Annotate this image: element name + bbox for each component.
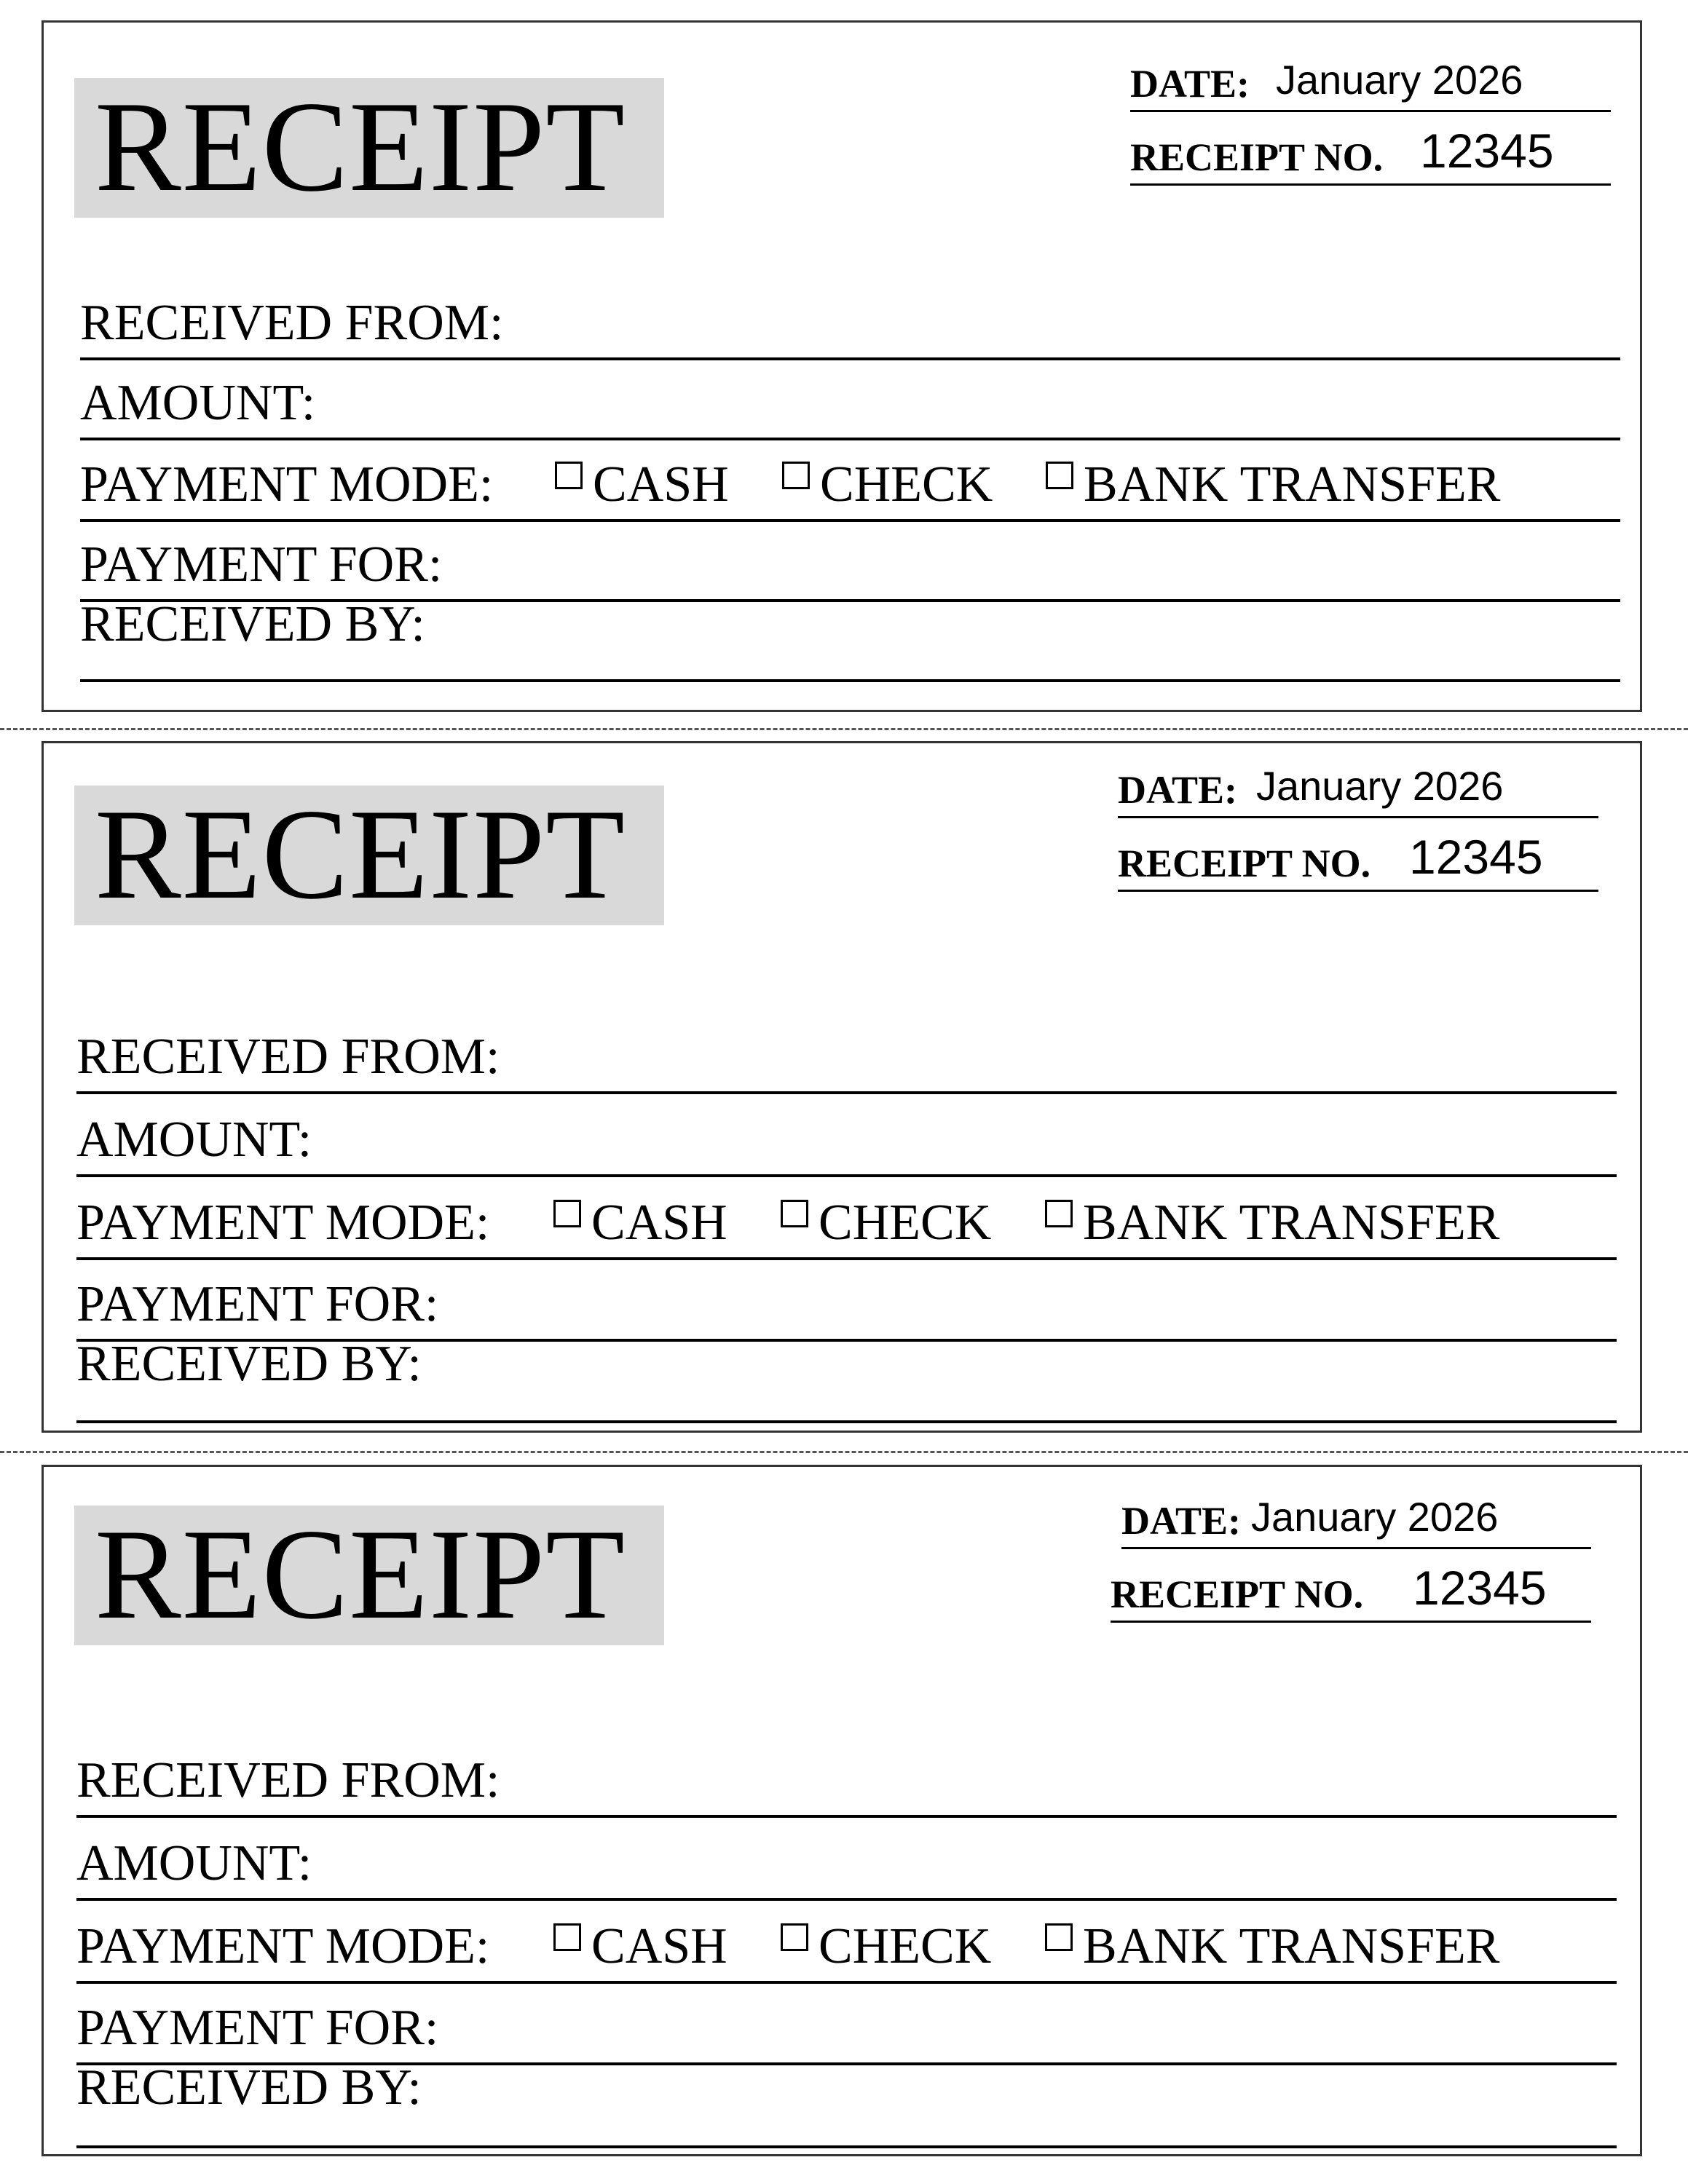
- payment-option-label: BANK TRANSFER: [1083, 1918, 1500, 1974]
- payment-option-cash[interactable]: [553, 1196, 727, 1250]
- receipt-title-box: [74, 1502, 664, 1646]
- checkbox-icon[interactable]: [781, 1923, 808, 1951]
- receipt-title: RECEIPT: [95, 782, 626, 926]
- receipt-number-field[interactable]: [1111, 1562, 1591, 1623]
- payment-option-label: BANK TRANSFER: [1083, 1195, 1500, 1251]
- received-from-field[interactable]: [76, 1733, 1617, 1818]
- receipt-number-field[interactable]: [1118, 831, 1598, 892]
- payment-mode-field: [80, 440, 1620, 522]
- receipt-title-box: [74, 74, 664, 218]
- receipt-card-1: [42, 20, 1642, 712]
- receipt-number-label: RECEIPT NO.: [1118, 842, 1371, 885]
- payment-for-label: PAYMENT FOR:: [80, 537, 443, 593]
- checkbox-icon[interactable]: [1046, 462, 1073, 489]
- payment-mode-label: PAYMENT MODE:: [76, 1195, 490, 1251]
- receipt-card-2: [42, 741, 1642, 1433]
- receipt-title: RECEIPT: [95, 74, 626, 218]
- amount-field[interactable]: [76, 1094, 1617, 1177]
- receipt-fields: [80, 277, 1620, 682]
- payment-option-label: BANK TRANSFER: [1084, 456, 1501, 513]
- checkbox-icon[interactable]: [553, 1200, 581, 1227]
- receipt-meta: [1111, 1489, 1591, 1623]
- date-value: January 2026: [1276, 57, 1523, 103]
- receipt-fields: [76, 1733, 1617, 2148]
- date-field[interactable]: [1121, 1489, 1591, 1549]
- cut-line: [0, 728, 1688, 730]
- received-from-label: RECEIVED FROM:: [76, 1029, 500, 1085]
- cut-line: [0, 1451, 1688, 1453]
- payment-option-check[interactable]: [782, 458, 993, 512]
- checkbox-icon[interactable]: [1045, 1200, 1073, 1227]
- date-label: DATE:: [1130, 62, 1250, 106]
- checkbox-icon[interactable]: [1045, 1923, 1073, 1951]
- payment-option-check[interactable]: [781, 1196, 991, 1250]
- payment-mode-label: PAYMENT MODE:: [76, 1918, 490, 1974]
- receipt-number-value: 12345: [1413, 1561, 1547, 1615]
- receipt-number-field[interactable]: [1130, 125, 1611, 186]
- payment-option-bank-transfer[interactable]: [1045, 1196, 1499, 1250]
- payment-option-label: CHECK: [819, 1918, 992, 1974]
- receipt-title-box: [74, 782, 664, 926]
- payment-option-label: CHECK: [820, 456, 993, 513]
- date-field[interactable]: [1130, 52, 1611, 112]
- payment-option-label: CASH: [591, 1195, 727, 1251]
- amount-label: AMOUNT:: [76, 1835, 312, 1891]
- payment-option-label: CHECK: [819, 1195, 992, 1251]
- payment-option-label: CASH: [593, 456, 729, 513]
- payment-mode-field: [76, 1901, 1617, 1984]
- checkbox-icon[interactable]: [553, 1923, 581, 1951]
- receipt-card-3: [42, 1465, 1642, 2156]
- received-by-field[interactable]: [76, 1336, 1617, 1423]
- received-from-label: RECEIVED FROM:: [80, 295, 504, 351]
- receipt-number-value: 12345: [1409, 830, 1543, 884]
- checkbox-icon[interactable]: [781, 1200, 808, 1227]
- payment-mode-label: PAYMENT MODE:: [80, 456, 494, 513]
- date-value: January 2026: [1251, 1494, 1499, 1540]
- payment-option-cash[interactable]: [553, 1920, 727, 1974]
- checkbox-icon[interactable]: [555, 462, 583, 489]
- receipt-title: RECEIPT: [95, 1502, 626, 1646]
- payment-for-label: PAYMENT FOR:: [76, 1276, 439, 1332]
- date-field[interactable]: [1118, 758, 1598, 818]
- received-from-field[interactable]: [76, 1013, 1617, 1094]
- payment-for-field[interactable]: [76, 1984, 1617, 2065]
- payment-option-bank-transfer[interactable]: [1045, 1920, 1499, 1974]
- received-by-label: RECEIVED BY:: [76, 1336, 422, 1392]
- date-label: DATE:: [1121, 1499, 1242, 1543]
- payment-for-field[interactable]: [80, 522, 1620, 602]
- date-value: January 2026: [1256, 763, 1504, 809]
- received-from-field[interactable]: [80, 277, 1620, 360]
- receipt-number-value: 12345: [1420, 124, 1554, 178]
- payment-option-check[interactable]: [781, 1920, 991, 1974]
- received-by-label: RECEIVED BY:: [80, 596, 425, 652]
- payment-for-field[interactable]: [76, 1260, 1617, 1342]
- receipt-fields: [76, 1013, 1617, 1423]
- payment-option-label: CASH: [591, 1918, 727, 1974]
- amount-field[interactable]: [76, 1818, 1617, 1901]
- payment-mode-field: [76, 1177, 1617, 1260]
- amount-label: AMOUNT:: [76, 1112, 312, 1168]
- received-from-label: RECEIVED FROM:: [76, 1752, 500, 1808]
- receipt-meta: [1130, 52, 1611, 186]
- receipt-meta: [1118, 758, 1598, 892]
- received-by-label: RECEIVED BY:: [76, 2060, 422, 2116]
- receipt-number-label: RECEIPT NO.: [1111, 1572, 1364, 1616]
- payment-for-label: PAYMENT FOR:: [76, 2000, 439, 2056]
- payment-option-bank-transfer[interactable]: [1046, 458, 1500, 512]
- received-by-field[interactable]: [80, 596, 1620, 682]
- date-label: DATE:: [1118, 768, 1238, 812]
- amount-field[interactable]: [80, 360, 1620, 440]
- amount-label: AMOUNT:: [80, 375, 316, 431]
- receipt-number-label: RECEIPT NO.: [1130, 135, 1384, 179]
- received-by-field[interactable]: [76, 2060, 1617, 2148]
- payment-option-cash[interactable]: [555, 458, 729, 512]
- checkbox-icon[interactable]: [782, 462, 810, 489]
